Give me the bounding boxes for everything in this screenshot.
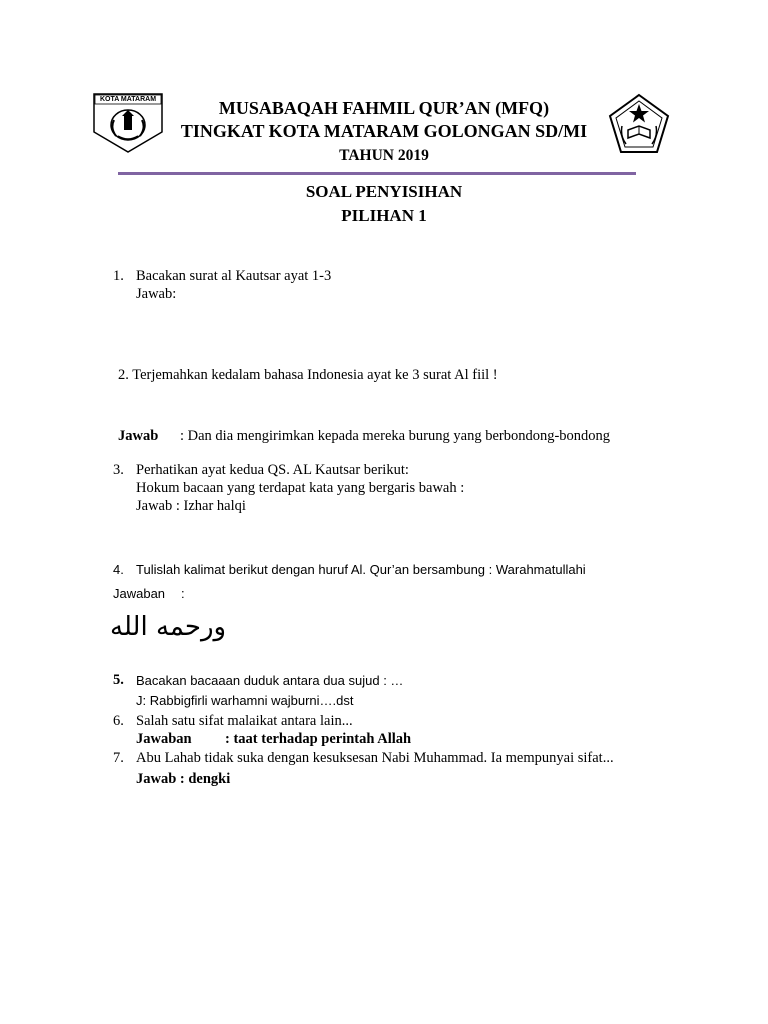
q5-answer: J: Rabbigfirli warhamni wajburni….dst [136, 693, 354, 708]
exam-title: SOAL PENYISIHAN [305, 182, 463, 201]
q2-jawab-text: : Dan dia mengirimkan kepada mereka burung yang berbondong-bondong [180, 428, 611, 444]
header-title-line2: TINGKAT KOTA MATARAM GOLONGAN SD/MI [180, 121, 588, 141]
q4-arabic-answer: ورحمه الله [110, 612, 227, 642]
q3-line2: Hokum bacaan yang terdapat kata yang bergaris bawah : [136, 480, 465, 496]
q1-number: 1. [113, 268, 124, 284]
q4-jawaban-colon: : [181, 586, 185, 601]
q3-number: 3. [113, 462, 124, 478]
q3-text: Perhatikan ayat kedua QS. AL Kautsar berikut: [136, 462, 409, 478]
q4-number: 4. [113, 562, 124, 577]
logo-text: KOTA MATARAM [99, 96, 157, 103]
q7-number: 7. [113, 750, 124, 766]
q7-text: Abu Lahab tidak suka dengan kesuksesan Nabi Muhammad. Ia mempunyai sifat... [136, 750, 614, 766]
q1-text: Bacakan surat al Kautsar ayat 1-3 [136, 268, 332, 284]
q4-jawaban-label: Jawaban [113, 586, 166, 601]
q5-text: Bacakan bacaaan duduk antara dua sujud : … [136, 673, 404, 688]
header-year: TAHUN 2019 [339, 147, 429, 164]
q6-jawaban-text: : taat terhadap perintah Allah [225, 731, 412, 747]
q6-jawaban-label: Jawaban [136, 731, 192, 747]
q4-text: Tulislah kalimat berikut dengan huruf Al. Qur’an bersambung : Warahmatullahi [136, 562, 586, 577]
q6-number: 6. [113, 713, 124, 729]
q2-text: 2. Terjemahkan kedalam bahasa Indonesia ayat ke 3 surat Al fiil ! [118, 367, 498, 383]
q7-jawab: Jawab : dengki [136, 771, 231, 787]
q3-jawab: Jawab : Izhar halqi [136, 498, 246, 514]
header-title-line1: MUSABAQAH FAHMIL QUR’AN (MFQ) [218, 98, 550, 118]
q5-number: 5. [113, 672, 124, 688]
exam-subtitle: PILIHAN 1 [341, 206, 427, 225]
q6-text: Salah satu sifat malaikat antara lain... [136, 713, 353, 729]
header-divider [118, 172, 636, 175]
q2-jawab-label: Jawab [118, 428, 159, 444]
q1-jawab: Jawab: [136, 286, 177, 302]
